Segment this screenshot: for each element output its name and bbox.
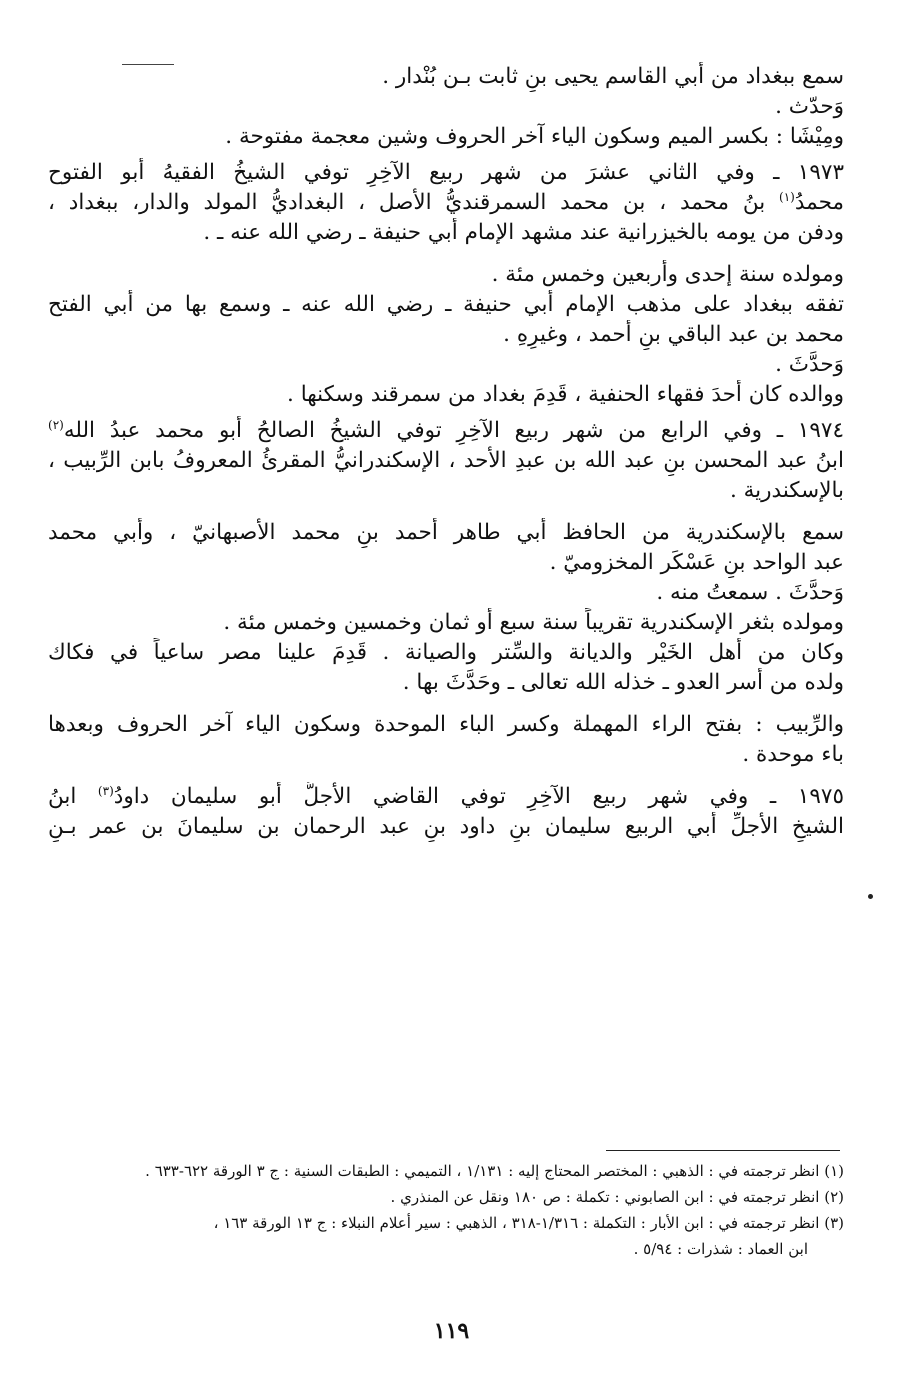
entry-1973-heading: ١٩٧٣ ـ وفي الثاني عشرَ من شهر ربيع الآخِرِ توفي الشيخُ الفقيهُ أبو الفتوح bbox=[48, 160, 844, 185]
entry-1975-heading bbox=[48, 782, 844, 812]
text-line: ومولده بثغر الإسكندرية تقريباً سنة سبع أو ثمان وخمسين وخمس مئة . bbox=[223, 610, 844, 635]
text-segment: ١٩٧٤ ـ وفي الرابع من شهر ربيع الآخِرِ توفي الشيخُ الصالحُ أبو محمد عبدُ الله bbox=[63, 418, 844, 443]
text-line: وَحدَّثَ . سمعتُ منه . bbox=[656, 580, 844, 605]
text-line: والرِّبيب : بفتح الراء المهملة وكسر الباء الموحدة وسكون الياء آخر الحروف وبعدها bbox=[48, 712, 844, 737]
footnote-mark-3[interactable]: (٣) bbox=[97, 783, 114, 798]
footnote-rule bbox=[606, 1150, 840, 1151]
text-segment: ١٩٧٥ ـ وفي شهر ربيع الآخِرِ توفي القاضي الأجلُّ أبو سليمان داودُ bbox=[113, 784, 844, 809]
text-segment: بنُ محمد ، بن محمد السمرقنديُّ الأصل ، البغداديُّ المولد والدار، ببغداد ، bbox=[48, 190, 766, 215]
text-line: ووالده كان أحدَ فقهاء الحنفية ، قَدِمَ بغداد من سمرقند وسكنها . bbox=[287, 382, 844, 407]
entry-1974-heading bbox=[48, 416, 844, 446]
footnote-mark-1[interactable]: (١) bbox=[779, 189, 795, 204]
text-line: وَحدَّثَ . bbox=[775, 352, 844, 377]
text-segment: ابنُ bbox=[48, 784, 77, 809]
text-line: ولده من أسر العدو ـ خذله الله تعالى ـ وحَدَّثَ بها . bbox=[402, 670, 844, 695]
text-line: تفقه ببغداد على مذهب الإمام أبي حنيفة ـ رضي الله عنه ـ وسمع بها من أبي الفتح bbox=[48, 292, 844, 317]
text-line: ومولده سنة إحدى وأربعين وخمس مئة . bbox=[491, 262, 844, 287]
text-line: ابنُ عبد المحسن بنِ عبد الله بن عبدِ الأحد ، الإسكندرانيُّ المقرئُ المعروفُ بابن الرِّبيب ، bbox=[48, 448, 844, 473]
text-segment: محمدُ bbox=[794, 190, 844, 215]
footnotes bbox=[48, 1158, 844, 1262]
text-line: وَحدّث . bbox=[775, 94, 844, 119]
text-line: عبد الواحد بنِ عَسْكَر المخزوميّ . bbox=[549, 550, 844, 575]
footnote-3: (٣) انظر ترجمته في : ابن الأبار : التكملة : ١/٣١٦-٣١٨ ، الذهبي : سير أعلام النبلاء : ج ١٣ الورقة ١٦٣ ، bbox=[213, 1214, 844, 1232]
footnote-1: (١) انظر ترجمته في : الذهبي : المختصر المحتاج إليه : ١/١٣١ ، التميمي : الطبقات السنية : ج ٣ الورقة ٦٢٢-٦٣٣ . bbox=[145, 1162, 844, 1180]
margin-dot bbox=[868, 894, 873, 899]
text-line: وكان من أهل الخَيْر والديانة والسِّتر والصيانة . قَدِمَ علينا مصر ساعياً في فكاك bbox=[48, 640, 844, 665]
text-line: سمع ببغداد من أبي القاسم يحيى بنِ ثابت بـن بُنْدار . bbox=[382, 64, 844, 89]
text-line: ومِيْشَا : بكسر الميم وسكون الياء آخر الحروف وشين معجمة مفتوحة . bbox=[225, 124, 844, 149]
text-line: الشيخِ الأجلِّ أبي الربيع سليمان بنِ داود بنِ عبد الرحمان بن سليمانَ بن عمر بـنِ bbox=[48, 814, 844, 839]
footnote-3-continued: ابن العماد : شذرات : ٥/٩٤ . bbox=[633, 1240, 808, 1258]
main-text bbox=[48, 62, 844, 842]
text-line: بالإسكندرية . bbox=[729, 478, 844, 503]
text-line bbox=[48, 188, 844, 218]
text-line: محمد بن عبد الباقي بنِ أحمد ، وغيرِهِ . bbox=[503, 322, 844, 347]
text-line: ودفن من يومه بالخيزرانية عند مشهد الإمام أبي حنيفة ـ رضي الله عنه ـ . bbox=[203, 220, 844, 245]
text-line: سمع بالإسكندرية من الحافظ أبي طاهر أحمد بنِ محمد الأصبهانيّ ، وأبي محمد bbox=[48, 520, 844, 545]
page-number: ١١٩ bbox=[433, 1318, 470, 1344]
text-line: باء موحدة . bbox=[742, 742, 844, 767]
footnote-mark-2[interactable]: (٢) bbox=[48, 417, 64, 432]
footnote-2: (٢) انظر ترجمته في : ابن الصابوني : تكملة : ص ١٨٠ ونقل عن المنذري . bbox=[390, 1188, 844, 1206]
